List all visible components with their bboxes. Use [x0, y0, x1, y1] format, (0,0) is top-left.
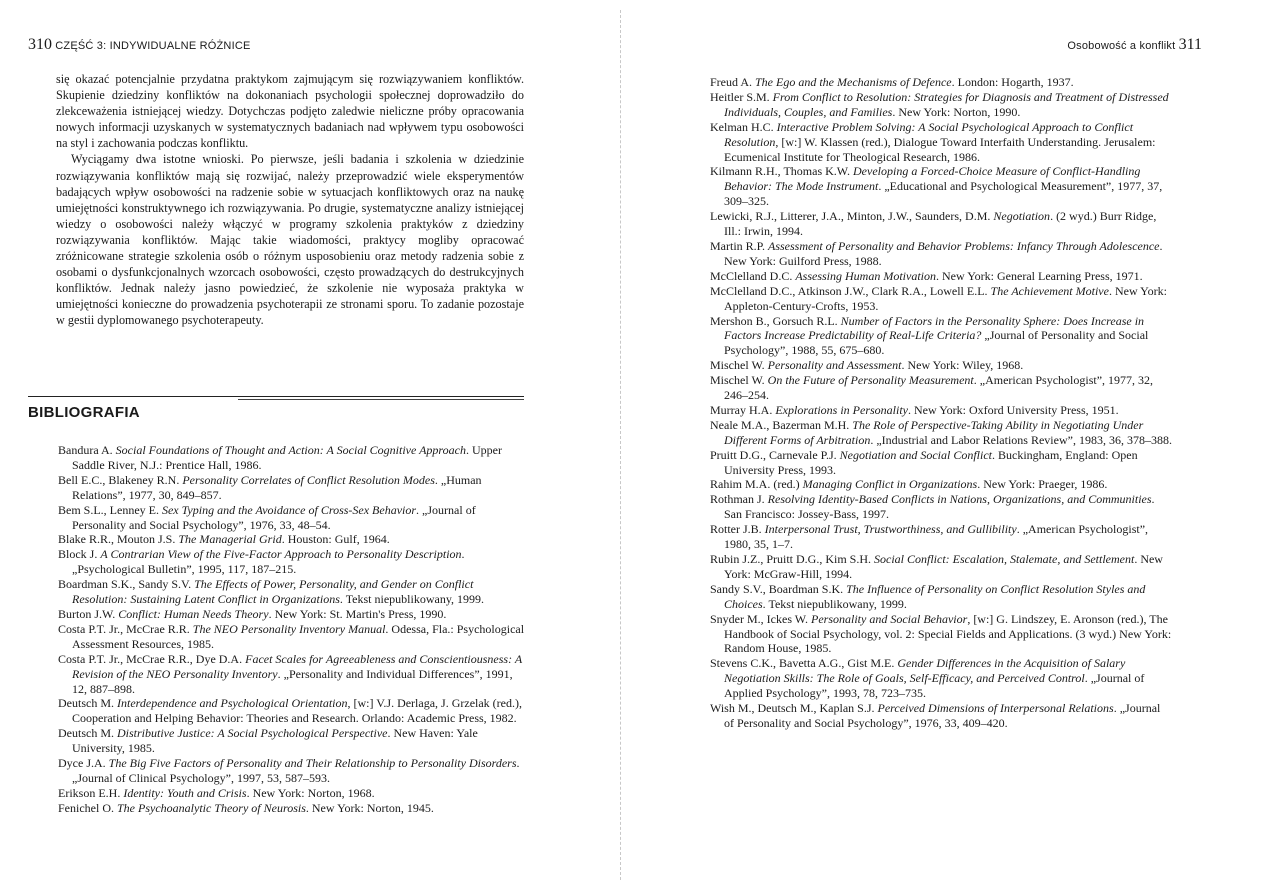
paragraph-1: się okazać potencjalnie przydatna praktykom zajmującym się rozwiązywaniem konfliktów. Skupienie dziedziny konfliktów na dokonaniach psychologii społecznej doprowadziło do zlekceważenia istniejącej wiedzy. Dotychczas podjęto zaledwie nieliczne próby opracowania nowych informacji uzyskanych w systematycznych badaniach nad wpływem typu osobowości na styl i zachowania podczas konfliktu.: [56, 72, 524, 151]
entry-authors: Sandy S.V., Boardman S.K.: [710, 581, 847, 596]
entry-title: The Achievement Motive: [990, 283, 1109, 298]
entry-title: The Psychoanalytic Theory of Neurosis: [117, 800, 306, 815]
entry-title: Identity: Youth and Crisis: [123, 785, 247, 800]
entry-authors: Boardman S.K., Sandy S.V.: [58, 577, 195, 592]
page-number-left: 310: [28, 36, 52, 53]
entry-authors: Pruitt D.G., Carnevale P.J.: [710, 447, 840, 462]
entry-details: . Odessa, Fla.: Psychological Assessment Resources, 1985.: [72, 621, 525, 651]
bibliography-entry: [58, 786, 528, 801]
entry-title: From Conflict to Resolution: Strategies for Diagnosis and Treatment of Distressed Individuals, Couples, and Families: [724, 89, 1169, 119]
entry-details: . Upper Saddle River, N.J.: Prentice Hall, 1986.: [72, 443, 502, 472]
entry-details: . „American Psychologist”, 1977, 32, 246–254.: [724, 373, 1154, 403]
bibliography-entry: [710, 75, 1172, 90]
bibliography-entry: [710, 582, 1172, 612]
entry-authors: Mischel W.: [710, 358, 768, 373]
entry-title: The Ego and the Mechanisms of Defence: [755, 75, 952, 89]
entry-details: . Buckingham, England: Open University Press, 1993.: [724, 447, 1138, 477]
entry-title: Assessment of Personality and Behavior Problems: Infancy Through Adolescence: [768, 238, 1160, 253]
bibliography-entry: [58, 443, 528, 473]
entry-title: The Effects of Power, Personality, and Gender on Conflict Resolution: Sustaining Latent Conflict in Organizations: [72, 577, 474, 607]
bibliography-list-left: [58, 443, 528, 816]
entry-details: . „Journal of Personality and Social Psychology”, 1976, 33, 48–54.: [72, 502, 476, 532]
entry-authors: Neale M.A., Bazerman M.H.: [710, 417, 853, 432]
entry-details: . New York: Guilford Press, 1988.: [724, 238, 1163, 268]
entry-authors: Snyder M., Ickes W.: [710, 611, 811, 626]
left-page: [0, 0, 560, 894]
bibliography-entry: [710, 358, 1172, 373]
entry-title: Interpersonal Trust, Trustworthiness, and Gullibility: [764, 522, 1017, 537]
entry-authors: Erikson E.H.: [58, 785, 124, 800]
bibliography-entry: [58, 696, 528, 726]
bibliography-entry: [58, 756, 528, 786]
entry-title: Interdependence and Psychological Orientation: [117, 696, 348, 711]
entry-authors: Bem S.L., Lenney E.: [58, 502, 162, 517]
entry-title: Conflict: Human Needs Theory: [118, 606, 269, 621]
entry-title: Social Foundations of Thought and Action: A Social Cognitive Approach: [115, 443, 466, 457]
bibliography-entry: [710, 284, 1172, 314]
entry-title: Resolving Identity-Based Conflicts in Nations, Organizations, and Communities: [767, 492, 1152, 507]
entry-details: „Journal of Personality and Social Psychology”, 1988, 55, 675–680.: [724, 328, 1149, 358]
bibliography-entry: [58, 547, 528, 577]
bibliography-entry: [710, 90, 1172, 120]
entry-details: . New York: Norton, 1968.: [246, 785, 375, 800]
entry-details: . New York: Appleton-Century-Crofts, 1953.: [724, 283, 1167, 313]
bibliography-entry: [710, 209, 1172, 239]
entry-authors: Bell E.C., Blakeney R.N.: [58, 472, 183, 487]
bibliography-entry: [58, 726, 528, 756]
bibliography-entry: [710, 373, 1172, 403]
entry-details: , [w:] V.J. Derlaga, J. Grzelak (red.), Cooperation and Helping Behavior: Theories and Research. Orlando: Academic Press, 1982.: [72, 696, 522, 726]
entry-details: . London: Hogarth, 1937.: [951, 75, 1074, 89]
entry-title: Negotiation and Social Conflict: [839, 447, 992, 462]
page-number-right: 311: [1178, 36, 1202, 53]
bibliography-entry: [58, 652, 528, 697]
bibliography-entry: [58, 473, 528, 503]
section-rule: [28, 396, 524, 397]
entry-authors: Mershon B., Gorsuch R.L.: [710, 313, 841, 328]
entry-details: . „American Psychologist”, 1980, 35, 1–7.: [724, 522, 1149, 552]
entry-authors: Rahim M.A. (red.): [710, 477, 803, 492]
entry-details: . „Journal of Personality and Social Psychology”, 1976, 33, 409–420.: [724, 701, 1161, 730]
entry-title: A Contrarian View of the Five-Factor Approach to Personality Description: [100, 547, 462, 562]
bibliography-entry: [710, 492, 1172, 522]
bibliography-entry: [710, 418, 1172, 448]
entry-details: . „Educational and Psychological Measurement”, 1977, 37, 309–325.: [724, 179, 1163, 209]
entry-details: . „Personality and Individual Differences”, 1991, 12, 887–898.: [72, 666, 513, 696]
entry-title: Sex Typing and the Avoidance of Cross-Sex Behavior: [161, 502, 417, 517]
entry-details: . „Human Relations”, 1977, 30, 849–857.: [72, 472, 482, 502]
bibliography-entry: [58, 577, 528, 607]
entry-details: . Tekst niepublikowany, 1999.: [762, 596, 907, 611]
running-head-right-title: Osobowość a konflikt: [1067, 40, 1176, 52]
entry-authors: McClelland D.C.: [710, 268, 796, 283]
bibliography-entry: [710, 120, 1172, 165]
bibliography-entry: [710, 448, 1172, 478]
running-head-right: [1067, 36, 1202, 54]
entry-authors: Block J.: [58, 547, 101, 562]
entry-title: Facet Scales for Agreeableness and Conscientiousness: A Revision of the NEO Personality Inventory: [72, 651, 522, 681]
bibliography-entry: [58, 607, 528, 622]
entry-authors: Bandura A.: [58, 443, 116, 457]
entry-details: . „Industrial and Labor Relations Review”, 1983, 36, 378–388.: [870, 432, 1172, 447]
section-heading-bibliography: BIBLIOGRAFIA: [28, 404, 140, 421]
entry-details: , [w:] W. Klassen (red.), Dialogue Toward Interfaith Understanding. Jerusalem: Ecumenical Institute for Theological Research, 1986.: [724, 134, 1156, 164]
entry-title: The Big Five Factors of Personality and Their Relationship to Personality Disorders: [108, 756, 517, 771]
running-head-left-title: CZĘŚĆ 3: INDYWIDUALNE RÓŻNICE: [55, 40, 251, 52]
bibliography-entry: [58, 503, 528, 533]
entry-details: . New York: McGraw-Hill, 1994.: [724, 552, 1163, 581]
gutter-divider: [620, 10, 621, 880]
entry-authors: Murray H.A.: [710, 402, 776, 417]
entry-title: Explorations in Personality: [775, 402, 908, 417]
entry-authors: Rothman J.: [710, 492, 768, 507]
entry-details: . Tekst niepublikowany, 1999.: [339, 592, 485, 607]
entry-title: The NEO Personality Inventory Manual: [192, 621, 386, 636]
entry-authors: Blake R.R., Mouton J.S.: [58, 532, 179, 547]
bibliography-entry: [710, 701, 1172, 731]
bibliography-entry: [710, 269, 1172, 284]
entry-details: . „Journal of Applied Psychology”, 1993, 78, 723–735.: [724, 671, 1145, 701]
entry-authors: Kilmann R.H., Thomas K.W.: [710, 164, 853, 179]
entry-authors: Burton J.W.: [58, 606, 119, 621]
entry-authors: Kelman H.C.: [710, 119, 777, 134]
entry-authors: Deutsch M.: [58, 696, 117, 711]
entry-authors: Rubin J.Z., Pruitt D.G., Kim S.H.: [710, 552, 875, 566]
entry-title: The Role of Perspective-Taking Ability in Negotiating Under Different Forms of Arbitration: [724, 417, 1144, 447]
entry-details: . (2 wyd.) Burr Ridge, Ill.: Irwin, 1994.: [724, 209, 1157, 239]
bibliography-entry: [58, 622, 528, 652]
entry-title: Number of Factors in the Personality Sphere: Does Increase in Factors Increase Predictability of Real-Life Criteria?: [724, 313, 1145, 343]
entry-authors: Costa P.T. Jr., McCrae R.R.: [58, 621, 193, 636]
entry-title: Personality and Social Behavior: [811, 611, 968, 626]
entry-details: , [w:] G. Lindszey, E. Aronson (red.), The Handbook of Social Psychology, vol. 2: Special Fields and Applications. (3 wyd.) New York: Random House, 1985.: [724, 611, 1172, 656]
entry-details: . New York: Norton, 1990.: [892, 104, 1021, 119]
bibliography-entry: [710, 314, 1172, 359]
section-rule-thin: [238, 399, 524, 400]
bibliography-entry: [710, 239, 1172, 269]
entry-authors: Stevens C.K., Bavetta A.G., Gist M.E.: [710, 656, 898, 671]
entry-title: On the Future of Personality Measurement: [767, 373, 974, 388]
entry-authors: Martin R.P.: [710, 238, 769, 253]
entry-title: The Influence of Personality on Conflict Resolution Styles and Choices: [724, 581, 1146, 611]
bibliography-list-right: [710, 75, 1172, 731]
entry-authors: Rotter J.B.: [710, 522, 765, 537]
paragraph-2: Wyciągamy dwa istotne wnioski. Po pierwsze, jeśli badania i szkolenia w dziedzinie rozwiązywania konfliktów mają się rozwijać, należy przeprowadzić wiele eksperymentów badających wpływ osobowości na radzenie sobie w sytuacjach konfliktowych oraz na naukę umiejętności konstruktywnego ich rozwiązywania. Po drugie, systematyczne analizy istniejącej wiedzy o osobowości należy włączyć w programy szkolenia praktyków z dziedziny rozwiązywania konfliktów. Mając takie wiadomości, praktycy mogliby opracować zróżnicowane strategie szkolenia osób o różnym usposobieniu oraz metody radzenia sobie z osobami o dysfunkcjonalnych wzorcach osobowości, często prowadzących do destrukcyjnych konfliktów. Jednak należy jasno powiedzieć, że szkolenie nie wyposaża praktyka w umiejętności konieczne do prowadzenia psychoterapii ze stronami sporu. To zadanie pozostaje w gestii dyplomowanego psychoterapeuty.: [56, 152, 524, 328]
entry-authors: Deutsch M.: [58, 726, 117, 741]
bibliography-entry: [710, 477, 1172, 492]
body-text: [56, 71, 524, 329]
entry-authors: Dyce J.A.: [58, 756, 109, 771]
entry-details: . New York: Oxford University Press, 1951.: [907, 402, 1119, 417]
entry-title: Interactive Problem Solving: A Social Psychological Approach to Conflict Resolution: [724, 119, 1134, 149]
entry-title: Assessing Human Motivation: [795, 268, 936, 283]
entry-details: . New York: Praeger, 1986.: [977, 477, 1108, 492]
bibliography-entry: [710, 522, 1172, 552]
entry-details: . New York: St. Martin's Press, 1990.: [268, 606, 447, 621]
entry-title: Developing a Forced-Choice Measure of Conflict-Handling Behavior: The Mode Instrument: [724, 164, 1141, 194]
entry-title: Distributive Justice: A Social Psychological Perspective: [117, 726, 388, 741]
entry-details: . New York: General Learning Press, 1971.: [936, 268, 1143, 283]
entry-title: Personality and Assessment: [767, 358, 902, 373]
entry-details: . Houston: Gulf, 1964.: [281, 532, 390, 547]
running-head-left: [28, 36, 251, 54]
bibliography-entry: [710, 612, 1172, 657]
entry-title: Negotiation: [993, 209, 1051, 224]
entry-details: . New Haven: Yale University, 1985.: [72, 726, 478, 756]
entry-title: Managing Conflict in Organizations: [802, 477, 978, 492]
entry-title: Gender Differences in the Acquisition of Salary Negotiation Skills: The Role of Goals, Self-Efficacy, and Perceived Control: [724, 656, 1126, 686]
entry-authors: Heitler S.M.: [710, 89, 773, 104]
entry-title: Social Conflict: Escalation, Stalemate, and Settlement: [874, 552, 1135, 566]
entry-authors: Freud A.: [710, 75, 755, 89]
entry-authors: Lewicki, R.J., Litterer, J.A., Minton, J.W., Saunders, D.M.: [710, 209, 994, 224]
entry-authors: McClelland D.C., Atkinson J.W., Clark R.A., Lowell E.L.: [710, 283, 991, 298]
entry-details: . New York: Wiley, 1968.: [901, 358, 1024, 373]
entry-details: . New York: Norton, 1945.: [305, 800, 434, 815]
entry-authors: Costa P.T. Jr., McCrae R.R., Dye D.A.: [58, 651, 246, 666]
entry-authors: Wish M., Deutsch M., Kaplan S.J.: [710, 701, 878, 716]
entry-details: . San Francisco: Jossey-Bass, 1997.: [724, 492, 1155, 522]
bibliography-entry: [58, 801, 528, 816]
entry-title: Perceived Dimensions of Interpersonal Relations: [877, 701, 1114, 716]
entry-details: . „Journal of Clinical Psychology”, 1997, 53, 587–593.: [72, 756, 520, 785]
bibliography-entry: [710, 656, 1172, 701]
entry-title: The Managerial Grid: [178, 532, 282, 547]
entry-authors: Mischel W.: [710, 373, 768, 388]
bibliography-entry: [710, 403, 1172, 418]
entry-title: Personality Correlates of Conflict Resolution Modes: [182, 472, 435, 487]
bibliography-entry: [710, 552, 1172, 582]
bibliography-entry: [710, 164, 1172, 209]
entry-details: . „Psychological Bulletin”, 1995, 117, 187–215.: [72, 547, 465, 577]
bibliography-entry: [58, 532, 528, 547]
entry-authors: Fenichel O.: [58, 800, 117, 815]
